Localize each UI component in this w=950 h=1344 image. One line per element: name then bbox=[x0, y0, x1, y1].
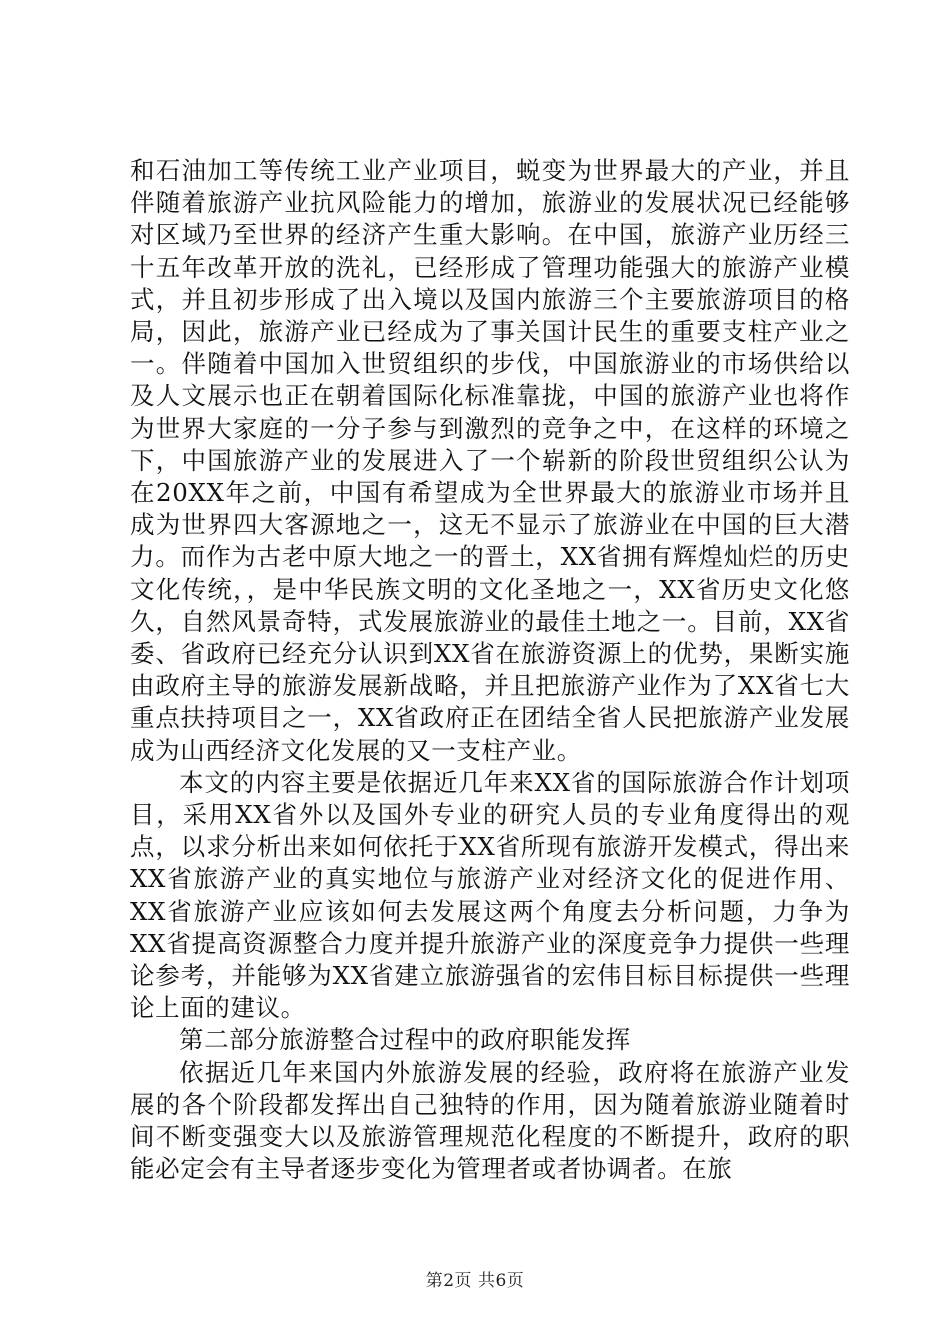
paragraph-purpose: 本文的内容主要是依据近几年来XX省的国际旅游合作计划项目，采用XX省外以及国外专业的研究人员的专业角度得出的观点，以求分析出来如何依托于XX省所现有旅游开发模式，得出来XX省旅游产业的真实地位与旅游产业对经济文化的促进作用、XX省旅游产业应该如何去发展这两个角度去分析问题，力争为XX省提高资源整合力度并提升旅游产业的深度竞争力提供一些理论参考，并能够为XX省建立旅游强省的宏伟目标目标提供一些理论上面的建议。 bbox=[130, 767, 850, 1023]
paragraph-continued: 和石油加工等传统工业产业项目，蜕变为世界最大的产业，并且伴随着旅游产业抗风险能力的增加，旅游业的发展状况已经能够对区域乃至世界的经济产生重大影响。在中国，旅游产业历经三十五年改革开放的洗礼，已经形成了管理功能强大的旅游产业模式，并且初步形成了出入境以及国内旅游三个主要旅游项目的格局，因此，旅游产业已经成为了事关国计民生的重要支柱产业之一。伴随着中国加入世贸组织的步伐，中国旅游业的市场供给以及人文展示也正在朝着国际化标准靠拢，中国的旅游产业也将作为世界大家庭的一分子参与到激烈的竞争之中，在这样的环境之下，中国旅游产业的发展进入了一个崭新的阶段世贸组织公认为在20XX年之前，中国有希望成为全世界最大的旅游业市场并且成为世界四大客源地之一，这无不显示了旅游业在中国的巨大潜力。而作为古老中原大地之一的晋土，XX省拥有辉煌灿烂的历史文化传统，，是中华民族文明的文化圣地之一，XX省历史文化悠久，自然风景奇特，式发展旅游业的最佳土地之一。目前，XX省委、省政府已经充分认识到XX省在旅游资源上的优势，果断实施由政府主导的旅游发展新战略，并且把旅游产业作为了XX省七大重点扶持项目之一，XX省政府正在团结全省人民把旅游产业发展成为山西经济文化发展的又一支柱产业。 bbox=[130, 156, 850, 765]
document-body bbox=[130, 155, 850, 1186]
page-footer: 第2页 共6页 bbox=[425, 1271, 525, 1291]
section-heading: 第二部分旅游整合过程中的政府职能发挥 bbox=[179, 1025, 631, 1055]
paragraph-government-role: 依据近几年来国内外旅游发展的经验，政府将在旅游产业发展的各个阶段都发挥出自己独特的作用，因为随着旅游业随着时间不断变强变大以及旅游管理规范化程度的不断提升，政府的职能必定会有主导者逐步变化为管理者或者协调者。在旅 bbox=[130, 1057, 850, 1184]
